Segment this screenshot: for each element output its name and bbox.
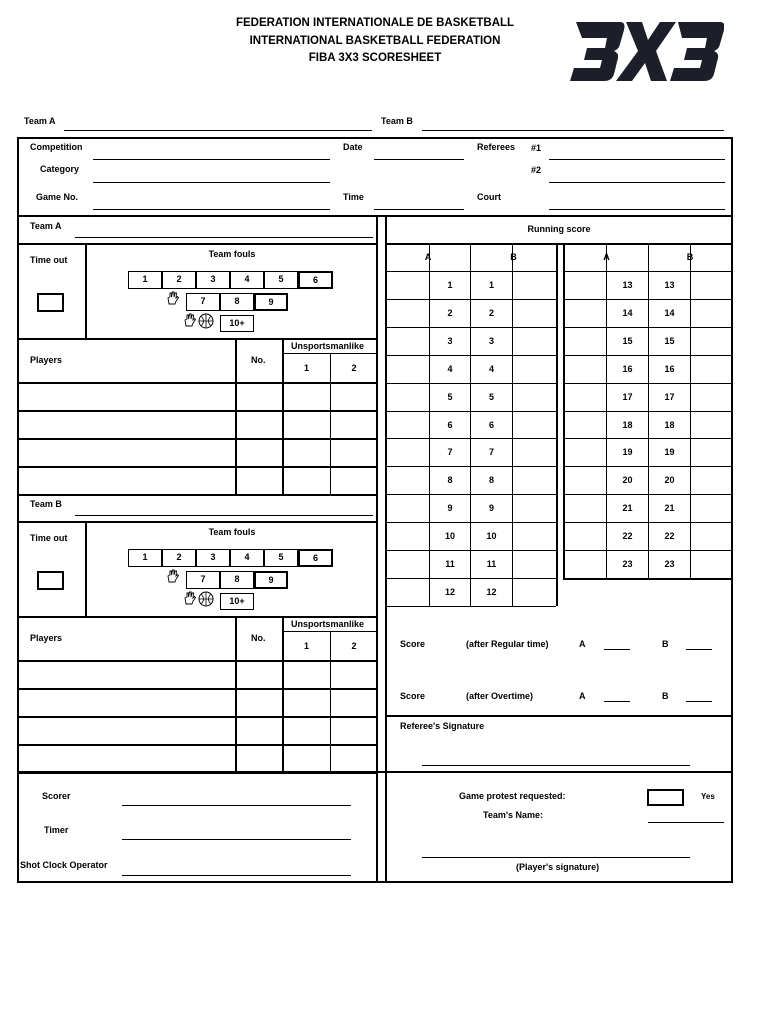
unsportsmanlike-2-cell[interactable] [332, 718, 376, 743]
running-score-number-b: 8 [488, 475, 494, 486]
scorer-label: Scorer [42, 791, 71, 801]
running-score-mark-cell-b[interactable] [513, 523, 555, 549]
court-label: Court [477, 192, 501, 202]
running-score-mark-cell-a[interactable] [566, 439, 605, 465]
running-score-number-a: 17 [622, 391, 633, 402]
time-label: Time [343, 192, 364, 202]
header-title-2: INTERNATIONAL BASKETBALL FEDERATION [249, 35, 501, 47]
unsportsmanlike-1-cell[interactable] [284, 746, 329, 771]
team-foul-box[interactable]: 1 [128, 271, 162, 289]
running-score-number-a: 7 [447, 447, 453, 458]
team-foul-box[interactable]: 3 [196, 549, 230, 567]
divider [17, 494, 377, 496]
running-score-mark-cell-a[interactable] [387, 356, 429, 382]
score-overtime-a-field[interactable] [604, 701, 630, 702]
divider [17, 338, 377, 340]
running-score-mark-cell-a[interactable] [566, 384, 605, 410]
fiba-3x3-logo [568, 18, 724, 84]
team-foul-box[interactable]: 6 [298, 271, 333, 289]
player-name-cell[interactable] [19, 440, 233, 465]
timer-label: Timer [44, 825, 69, 835]
running-score-mark-cell-b[interactable] [513, 467, 555, 493]
score-regular-caption: (after Regular time) [466, 639, 549, 649]
running-score-number-b: 11 [486, 559, 497, 569]
court-field[interactable] [549, 209, 725, 210]
team-foul-box[interactable]: 2 [162, 549, 196, 567]
unsportsmanlike-2-cell[interactable] [332, 412, 376, 437]
hand-icon [166, 569, 180, 583]
unsportsmanlike-2-cell[interactable] [332, 690, 376, 715]
category-field[interactable] [93, 182, 330, 183]
timer-field[interactable] [122, 839, 351, 840]
running-score-mark-cell-a[interactable] [387, 467, 429, 493]
player-number-cell[interactable] [237, 746, 281, 771]
running-score-number-b: 7 [488, 447, 494, 458]
team-b-u1-label: 1 [303, 641, 309, 651]
divider [17, 616, 377, 618]
player-name-cell[interactable] [19, 746, 233, 771]
divider [386, 606, 556, 607]
running-score-number-b: 15 [664, 335, 675, 346]
team-b-no-label: No. [251, 633, 266, 643]
player-number-cell[interactable] [237, 384, 281, 409]
shot-clock-label: Shot Clock Operator [20, 860, 108, 870]
running-score-mark-cell-a[interactable] [387, 300, 429, 326]
divider [648, 243, 649, 578]
referee-1-field[interactable] [549, 159, 725, 160]
team-foul-box[interactable]: 7 [186, 293, 220, 311]
team-a-unsportsmanlike-label: Unsportsmanlike [291, 341, 365, 351]
running-score-mark-cell-b[interactable] [513, 272, 555, 298]
divider [330, 353, 331, 494]
game-no-field[interactable] [93, 209, 330, 210]
running-score-number-b: 16 [664, 363, 675, 374]
competition-field[interactable] [93, 159, 330, 160]
running-score-mark-cell-a[interactable] [387, 384, 429, 410]
divider [330, 631, 331, 772]
unsportsmanlike-1-cell[interactable] [284, 662, 329, 687]
running-score-number-a: 1 [447, 280, 453, 290]
player-name-cell[interactable] [19, 412, 233, 437]
divider [556, 243, 558, 606]
score-regular-a-field[interactable] [604, 649, 630, 650]
protest-label: Game protest requested: [459, 791, 566, 801]
running-score-number-a: 19 [622, 447, 633, 458]
referee-signature-label: Referee's Signature [400, 721, 485, 731]
score-regular-b-field[interactable] [686, 649, 712, 650]
basketball-icon [198, 591, 214, 607]
protest-yes-checkbox[interactable] [647, 789, 684, 806]
running-score-mark-cell-b[interactable] [691, 551, 731, 577]
player-number-cell[interactable] [237, 440, 281, 465]
date-field[interactable] [374, 159, 464, 160]
header-title-3: FIBA 3X3 SCORESHEET [308, 52, 442, 64]
running-score-number-a: 23 [622, 559, 633, 569]
team-a-timeout-box[interactable] [37, 293, 64, 312]
protest-yes-label: Yes [701, 792, 715, 801]
running-score-mark-cell-a[interactable] [566, 356, 605, 382]
running-score-number-a: 22 [622, 531, 633, 542]
player-number-cell[interactable] [237, 690, 281, 715]
team-a-top-field[interactable] [64, 130, 372, 131]
score-regular-a-label: A [579, 639, 586, 649]
running-score-mark-cell-a[interactable] [387, 579, 429, 605]
running-score-number-b: 12 [486, 586, 497, 597]
game-no-label: Game No. [36, 192, 79, 202]
running-score-number-a: 20 [622, 475, 633, 486]
divider [17, 521, 377, 523]
referee-2-label: #2 [531, 165, 542, 175]
divider [563, 578, 733, 580]
divider [17, 215, 733, 217]
player-signature-label: (Player's signature) [516, 862, 600, 872]
running-score-mark-cell-a[interactable] [566, 467, 605, 493]
running-score-number-b: 23 [664, 559, 675, 569]
hand-icon [183, 313, 197, 327]
running-score-mark-cell-b[interactable] [513, 328, 555, 354]
running-score-mark-cell-b[interactable] [513, 551, 555, 577]
running-score-number-a: 11 [445, 559, 455, 569]
unsportsmanlike-2-cell[interactable] [332, 440, 376, 465]
referee-1-label: #1 [531, 143, 542, 153]
basketball-icon [198, 313, 214, 329]
category-label: Category [40, 164, 80, 174]
running-score-mark-cell-b[interactable] [513, 300, 555, 326]
team-foul-box-10plus[interactable]: 10+ [220, 315, 254, 332]
running-score-number-a: 3 [447, 335, 453, 346]
team-foul-box[interactable]: 4 [230, 271, 264, 289]
divider [85, 521, 87, 617]
divider [606, 243, 607, 578]
player-name-cell[interactable] [19, 468, 233, 493]
running-score-mark-cell-b[interactable] [513, 439, 555, 465]
shot-clock-field[interactable] [122, 875, 351, 876]
hand-icon [166, 291, 180, 305]
team-foul-box-10plus[interactable]: 10+ [220, 593, 254, 610]
score-overtime-b-label: B [662, 691, 669, 701]
team-foul-box[interactable]: 9 [254, 293, 288, 311]
running-score-number-a: 5 [447, 391, 453, 402]
player-name-cell[interactable] [19, 662, 233, 687]
divider [386, 243, 733, 245]
scorer-field[interactable] [122, 805, 351, 806]
team-foul-box[interactable]: 6 [298, 549, 333, 567]
team-foul-box[interactable]: 2 [162, 271, 196, 289]
running-score-mark-cell-b[interactable] [691, 495, 731, 521]
competition-label: Competition [30, 142, 83, 152]
team-foul-box[interactable]: 5 [264, 549, 298, 567]
running-score-mark-cell-b[interactable] [513, 579, 555, 605]
team-a-no-label: No. [251, 355, 266, 365]
running-score-mark-cell-a[interactable] [387, 523, 429, 549]
running-score-mark-cell-a[interactable] [566, 551, 605, 577]
score-regular-b-label: B [662, 639, 669, 649]
team-a-timeout-label: Time out [30, 255, 68, 265]
team-a-u2-label: 2 [351, 363, 357, 373]
time-field[interactable] [374, 209, 464, 210]
running-score-number-b: 13 [664, 280, 675, 290]
team-b-label: Team B [30, 499, 62, 509]
divider [17, 771, 733, 773]
running-score-number-a: 15 [622, 335, 633, 346]
team-b-players-label: Players [30, 633, 63, 643]
team-b-top-field[interactable] [422, 130, 724, 131]
running-score-mark-cell-b[interactable] [691, 412, 731, 438]
running-score-number-b: 6 [488, 419, 494, 430]
running-score-number-a: 21 [622, 503, 633, 514]
team-foul-box[interactable]: 7 [186, 571, 220, 589]
referee-signature-field[interactable] [422, 765, 690, 766]
running-score-number-b: 10 [486, 531, 497, 542]
running-score-mark-cell-a[interactable] [387, 439, 429, 465]
running-score-number-b: 20 [664, 475, 675, 486]
unsportsmanlike-2-cell[interactable] [332, 662, 376, 687]
running-score-mark-cell-a[interactable] [566, 495, 605, 521]
running-score-number-a: 18 [622, 419, 633, 430]
unsportsmanlike-2-cell[interactable] [332, 384, 376, 409]
running-score-col-b: B [686, 252, 694, 262]
player-number-cell[interactable] [237, 412, 281, 437]
running-score-number-a: 12 [444, 586, 455, 597]
running-score-number-a: 6 [447, 419, 453, 430]
player-number-cell[interactable] [237, 468, 281, 493]
running-score-number-b: 9 [488, 503, 494, 514]
running-score-mark-cell-a[interactable] [566, 412, 605, 438]
running-score-mark-cell-a[interactable] [387, 412, 429, 438]
running-score-mark-cell-b[interactable] [691, 384, 731, 410]
unsportsmanlike-1-cell[interactable] [284, 384, 329, 409]
player-signature-field[interactable] [422, 857, 690, 858]
running-score-mark-cell-b[interactable] [513, 495, 555, 521]
teams-name-field[interactable] [648, 822, 724, 823]
running-score-mark-cell-a[interactable] [387, 272, 429, 298]
running-score-col-a: A [424, 252, 432, 262]
running-score-mark-cell-a[interactable] [387, 551, 429, 577]
team-a-top-label: Team A [24, 116, 56, 126]
divider [283, 353, 377, 354]
running-score-mark-cell-b[interactable] [513, 384, 555, 410]
running-score-number-b: 2 [488, 307, 494, 318]
team-b-fouls-label: Team fouls [208, 527, 256, 537]
running-score-number-b: 4 [488, 363, 494, 374]
running-score-mark-cell-a[interactable] [387, 328, 429, 354]
score-overtime-a-label: A [579, 691, 586, 701]
date-label: Date [343, 142, 363, 152]
unsportsmanlike-1-cell[interactable] [284, 440, 329, 465]
header-title-1: FEDERATION INTERNATIONALE DE BASKETBALL [235, 17, 515, 29]
running-score-mark-cell-b[interactable] [691, 272, 731, 298]
unsportsmanlike-1-cell[interactable] [284, 468, 329, 493]
team-foul-box[interactable]: 4 [230, 549, 264, 567]
center-divider [376, 215, 378, 883]
running-score-mark-cell-b[interactable] [691, 356, 731, 382]
running-score-mark-cell-b[interactable] [691, 300, 731, 326]
running-score-number-a: 8 [447, 475, 453, 486]
score-regular-label: Score [400, 639, 426, 649]
running-score-mark-cell-b[interactable] [513, 412, 555, 438]
score-overtime-caption: (after Overtime) [466, 691, 534, 701]
running-score-number-b: 21 [664, 503, 675, 514]
team-foul-box[interactable]: 5 [264, 271, 298, 289]
referees-label: Referees [477, 142, 516, 152]
divider [386, 715, 733, 717]
team-b-top-label: Team B [381, 116, 413, 126]
running-score-number-b: 19 [664, 447, 675, 458]
running-score-number-a: 4 [447, 363, 453, 374]
team-b-timeout-label: Time out [30, 533, 68, 543]
running-score-col-a: A [603, 252, 610, 262]
running-score-mark-cell-b[interactable] [691, 439, 731, 465]
running-score-mark-cell-a[interactable] [566, 523, 605, 549]
team-a-name-field[interactable] [75, 237, 373, 238]
referee-2-field[interactable] [549, 182, 725, 183]
player-name-cell[interactable] [19, 690, 233, 715]
player-name-cell[interactable] [19, 718, 233, 743]
running-score-number-a: 14 [622, 307, 633, 318]
running-score-mark-cell-b[interactable] [691, 523, 731, 549]
player-number-cell[interactable] [237, 718, 281, 743]
team-foul-box[interactable]: 8 [220, 571, 254, 589]
running-score-number-b: 14 [664, 307, 675, 318]
running-score-number-b: 1 [488, 280, 494, 290]
team-a-u1-label: 1 [303, 363, 309, 373]
hand-icon [183, 591, 197, 605]
running-score-number-a: 9 [447, 503, 453, 514]
team-a-fouls-label: Team fouls [208, 249, 256, 259]
unsportsmanlike-2-cell[interactable] [332, 746, 376, 771]
running-score-number-b: 5 [488, 391, 494, 402]
running-score-mark-cell-b[interactable] [691, 328, 731, 354]
running-score-col-b: B [510, 252, 517, 262]
running-score-number-a: 13 [622, 280, 633, 290]
team-foul-box[interactable]: 3 [196, 271, 230, 289]
team-b-name-field[interactable] [75, 515, 373, 516]
running-score-mark-cell-a[interactable] [566, 300, 605, 326]
running-score-mark-cell-a[interactable] [387, 495, 429, 521]
running-score-title: Running score [527, 224, 591, 234]
divider [85, 243, 87, 339]
player-name-cell[interactable] [19, 384, 233, 409]
team-foul-box[interactable]: 9 [254, 571, 288, 589]
running-score-number-b: 18 [664, 419, 675, 430]
team-foul-box[interactable]: 8 [220, 293, 254, 311]
running-score-number-a: 2 [447, 307, 453, 318]
team-b-u2-label: 2 [351, 641, 357, 651]
team-a-players-label: Players [30, 355, 63, 365]
running-score-number-b: 17 [664, 391, 675, 402]
score-overtime-label: Score [400, 691, 426, 701]
unsportsmanlike-2-cell[interactable] [332, 468, 376, 493]
divider [563, 243, 565, 578]
team-foul-box[interactable]: 1 [128, 549, 162, 567]
running-score-number-b: 3 [488, 335, 494, 346]
unsportsmanlike-1-cell[interactable] [284, 690, 329, 715]
running-score-mark-cell-b[interactable] [691, 467, 731, 493]
team-b-unsportsmanlike-label: Unsportsmanlike [291, 619, 365, 629]
divider [283, 631, 377, 632]
running-score-number-a: 16 [622, 363, 633, 374]
running-score-number-b: 22 [664, 531, 675, 542]
team-b-timeout-box[interactable] [37, 571, 64, 590]
score-overtime-b-field[interactable] [686, 701, 712, 702]
divider [17, 243, 377, 245]
unsportsmanlike-1-cell[interactable] [284, 718, 329, 743]
player-number-cell[interactable] [237, 662, 281, 687]
unsportsmanlike-1-cell[interactable] [284, 412, 329, 437]
running-score-mark-cell-a[interactable] [566, 272, 605, 298]
running-score-number-a: 10 [444, 531, 455, 542]
running-score-mark-cell-b[interactable] [513, 356, 555, 382]
running-score-mark-cell-a[interactable] [566, 328, 605, 354]
team-a-label: Team A [30, 221, 62, 231]
teams-name-label: Team's Name: [483, 810, 543, 820]
